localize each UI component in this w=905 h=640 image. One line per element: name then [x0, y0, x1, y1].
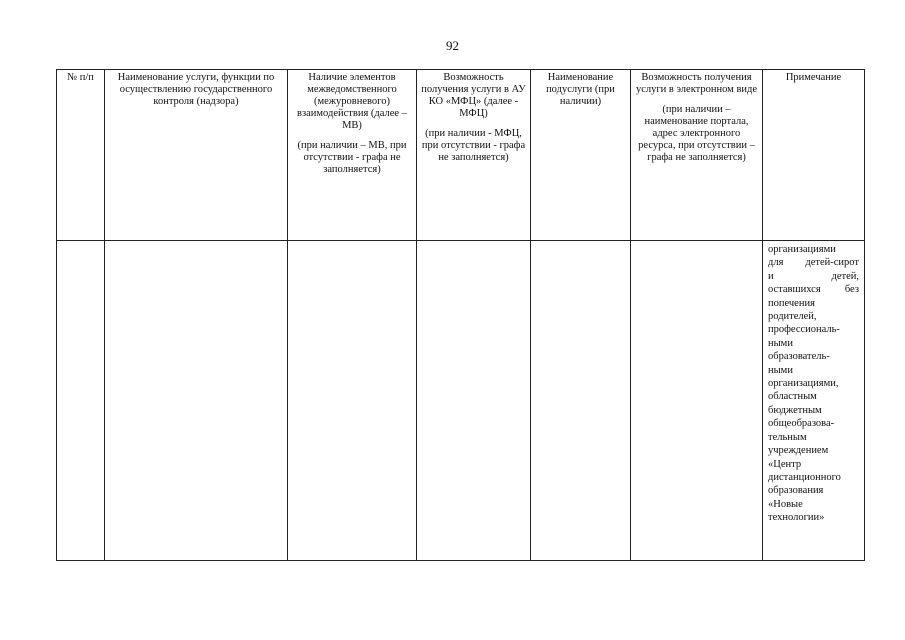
- note-line: бюджетным: [768, 404, 822, 416]
- note-line: «Новые: [768, 498, 803, 510]
- note-line: общеобразова-: [768, 418, 835, 430]
- cell-interagency: [288, 241, 417, 561]
- table-row: [57, 241, 865, 561]
- note-line: организациями,: [768, 378, 839, 390]
- header-number: № п/п: [57, 70, 105, 241]
- cell-mfc: [417, 241, 531, 561]
- note-line: ными: [768, 337, 793, 349]
- header-subservice: Наименование подуслуги (при наличии): [531, 70, 631, 241]
- note-line: ными: [768, 364, 793, 376]
- note-line: областным: [768, 391, 817, 403]
- page-number: 92: [446, 38, 459, 53]
- header-note: Примечание: [763, 70, 865, 241]
- note-line: попечения: [768, 297, 815, 309]
- note-line: технологии»: [768, 512, 825, 524]
- header-electronic: Возможность получения услуги в электронном виде (при наличии – наименование портала, адрес электронного ресурса, при отсутствии – графа не заполняется): [631, 70, 763, 241]
- note-line: тельным: [768, 431, 807, 443]
- note-text: [766, 243, 861, 525]
- cell-service-name: [105, 241, 288, 561]
- note-line: родителей,: [768, 311, 817, 323]
- table-header-row: [57, 70, 865, 241]
- cell-subservice: [531, 241, 631, 561]
- note-line: дистанционного: [768, 471, 841, 483]
- cell-note: [763, 241, 865, 561]
- note-line: учреждением: [768, 445, 829, 457]
- header-mfc: Возможность получения услуги в АУ КО «МФЦ» (далее - МФЦ) (при наличии - МФЦ, при отсутствии - графа не заполняется): [417, 70, 531, 241]
- note-line: организациями: [768, 244, 836, 255]
- note-line: профессиональ-: [768, 324, 840, 336]
- note-line: образования: [768, 485, 824, 497]
- header-service-name: Наименование услуги, функции по осуществлению государственного контроля (надзора): [105, 70, 288, 241]
- note-line: оставшихся без: [768, 284, 859, 296]
- note-line: образователь-: [768, 351, 830, 363]
- note-line: «Центр: [768, 458, 802, 470]
- header-interagency: Наличие элементов межведомственного (межуровневого) взаимодействия (далее – МВ) (при наличии – МВ, при отсутствии - графа не заполняется): [288, 70, 417, 241]
- note-line: для детей-сирот: [768, 257, 859, 269]
- services-table: [56, 69, 865, 561]
- cell-number: [57, 241, 105, 561]
- cell-electronic: [631, 241, 763, 561]
- note-line: и детей,: [768, 270, 859, 282]
